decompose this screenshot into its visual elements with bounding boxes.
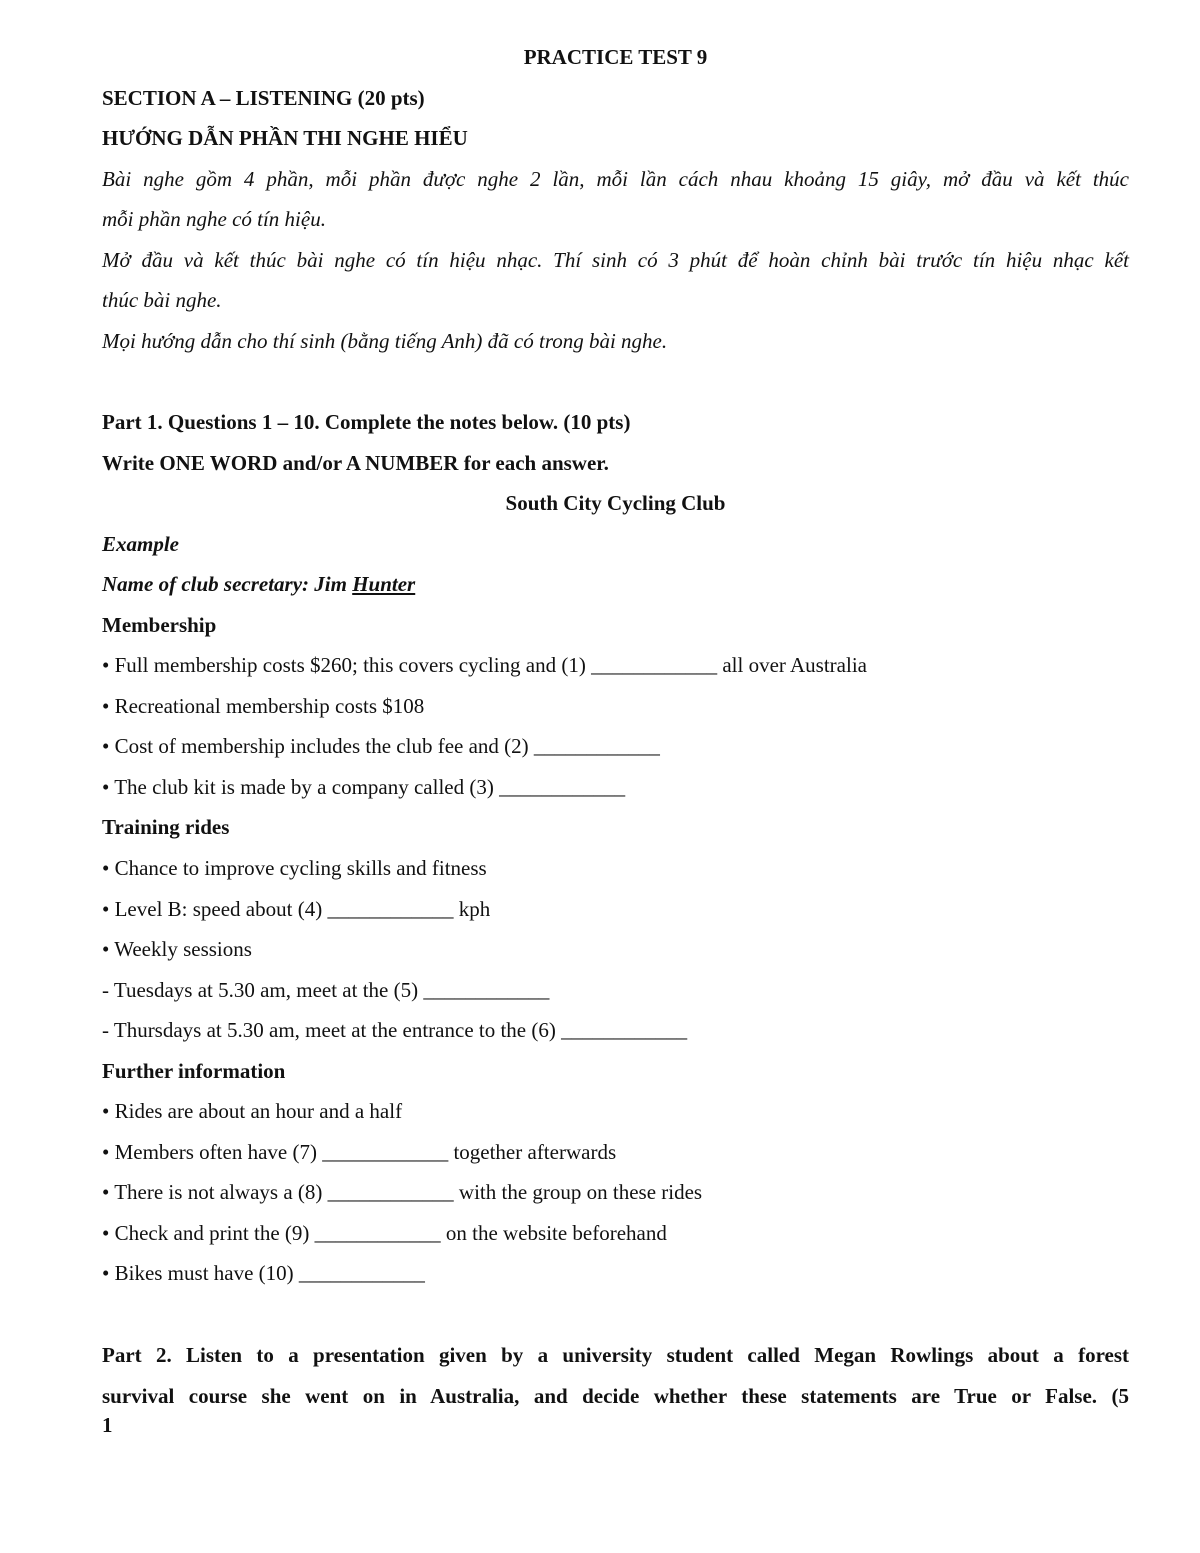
notes-title: South City Cycling Club — [505, 491, 726, 515]
further-heading: Further information — [102, 1059, 286, 1083]
note-item: • Full membership costs $260; this covers cycling and (1) ____________ all over Australia — [102, 653, 867, 677]
note-item: • The club kit is made by a company called (3) ____________ — [102, 775, 626, 799]
note-item: • Bikes must have (10) ____________ — [102, 1261, 425, 1285]
example-line — [102, 571, 1129, 597]
part2-heading-line: Part 2. Listen to a presentation given by a university student called Megan Rowlings about a forest — [102, 1343, 1129, 1367]
note-item: • There is not always a (8) ____________ with the group on these rides — [102, 1180, 703, 1204]
training-heading: Training rides — [102, 815, 230, 839]
note-item: • Recreational membership costs $108 — [102, 694, 425, 718]
example-label: Example — [102, 532, 179, 556]
note-item: • Cost of membership includes the club fee and (2) ____________ — [102, 734, 660, 758]
vn-heading: HƯỚNG DẪN PHẦN THI NGHE HIỂU — [102, 126, 468, 150]
note-item: • Weekly sessions — [102, 937, 252, 961]
section-heading: SECTION A – LISTENING (20 pts) — [102, 86, 425, 110]
part2-heading-line: survival course she went on in Australia, and decide whether these statements are True or False. (5 — [102, 1384, 1129, 1408]
part1-heading: Part 1. Questions 1 – 10. Complete the notes below. (10 pts) — [102, 410, 631, 434]
note-item: • Level B: speed about (4) ____________ kph — [102, 897, 491, 921]
example-prefix: Name of club secretary: Jim — [102, 572, 353, 596]
note-item: - Tuesdays at 5.30 am, meet at the (5) ____________ — [102, 978, 550, 1002]
page-number: 1 — [102, 1413, 113, 1437]
instruction-line: Mọi hướng dẫn cho thí sinh (bằng tiếng Anh) đã có trong bài nghe. — [102, 329, 668, 353]
instruction-line: Bài nghe gồm 4 phần, mỗi phần được nghe 2 lần, mỗi lần cách nhau khoảng 15 giây, mở đầu và kết thúc — [102, 167, 1129, 191]
instruction-line: Mở đầu và kết thúc bài nghe có tín hiệu nhạc. Thí sinh có 3 phút để hoàn chỉnh bài trước tín hiệu nhạc kết — [102, 248, 1129, 272]
note-item: • Rides are about an hour and a half — [102, 1099, 403, 1123]
membership-heading: Membership — [102, 613, 217, 637]
page-title: PRACTICE TEST 9 — [523, 45, 708, 69]
note-item: • Members often have (7) ____________ together afterwards — [102, 1140, 617, 1164]
note-item: • Chance to improve cycling skills and fitness — [102, 856, 487, 880]
note-item: • Check and print the (9) ____________ on the website beforehand — [102, 1221, 667, 1245]
example-answer: Hunter — [352, 572, 416, 596]
instruction-line: thúc bài nghe. — [102, 288, 222, 312]
instruction-line: mỗi phần nghe có tín hiệu. — [102, 207, 326, 231]
part1-subheading: Write ONE WORD and/or A NUMBER for each answer. — [102, 451, 609, 475]
note-item: - Thursdays at 5.30 am, meet at the entrance to the (6) ____________ — [102, 1018, 688, 1042]
